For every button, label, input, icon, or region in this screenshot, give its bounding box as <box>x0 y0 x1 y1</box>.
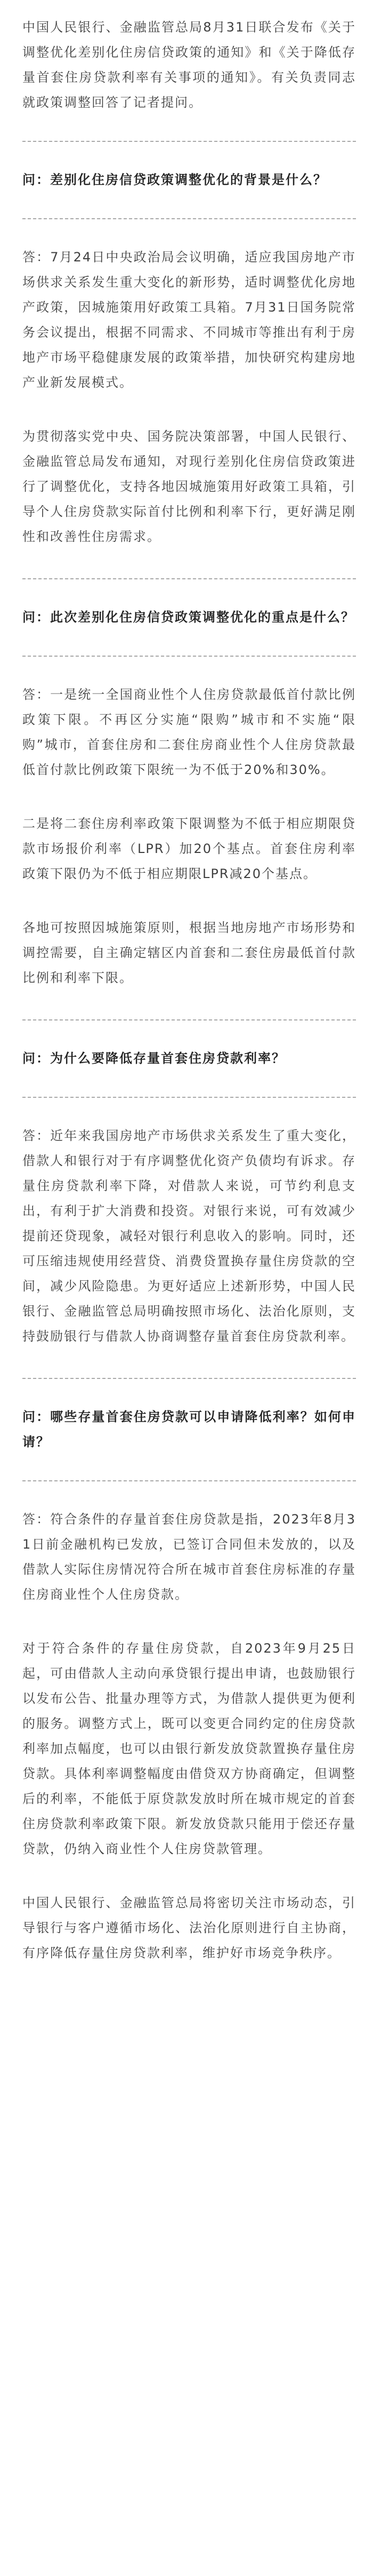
answer-paragraph: 为贯彻落实党中央、国务院决策部署，中国人民银行、金融监管总局发布通知，对现行差别化住房信贷政策进行了调整优化，支持各地因城施策用好政策工具箱，引导个人住房贷款实际首付比例和利率下行，更好满足刚性和改善性住房需求。 <box>22 429 356 544</box>
question-heading: 问：此次差别化住房信贷政策调整优化的重点是什么？ <box>22 610 355 625</box>
answer-paragraph: 各地可按照因城施策原则，根据当地房地产市场形势和调控需要，自主确定辖区内首套和二套住房最低首付款比例和利率下限。 <box>22 920 356 985</box>
section-divider <box>22 1097 356 1098</box>
question-heading: 问：为什么要降低存量首套住房贷款利率？ <box>22 1051 286 1066</box>
section-divider <box>22 578 356 579</box>
section-divider <box>22 1019 356 1020</box>
question-heading: 问：哪些存量首套住房贷款可以申请降低利率？如何申请？ <box>22 1409 356 1449</box>
question-heading: 问：差别化住房信贷政策调整优化的背景是什么？ <box>22 172 327 187</box>
answer-paragraph: 中国人民银行、金融监管总局将密切关注市场动态，引导银行与客户遵循市场化、法治化原则进行自主协商，有序降低存量住房贷款利率，维护好市场竞争秩序。 <box>22 1895 356 1960</box>
section-divider <box>22 141 356 142</box>
answer-paragraph: 答：符合条件的存量首套住房贷款是指，2023年8月31日前金融机构已发放，已签订合同但未发放的，以及借款人实际住房情况符合所在城市首套住房标准的存量住房商业性个人住房贷款。 <box>22 1512 356 1602</box>
section-divider <box>22 1378 356 1379</box>
answer-paragraph: 答：一是统一全国商业性个人住房贷款最低首付款比例政策下限。不再区分实施“限购”城市和不实施“限购”城市，首套住房和二套住房商业性个人住房贷款最低首付款比例政策下限统一为不低于20%和30%。 <box>22 687 356 777</box>
answer-paragraph: 对于符合条件的存量住房贷款，自2023年9月25日起，可由借款人主动向承贷银行提出申请，也鼓励银行以发布公告、批量办理等方式，为借款人提供更为便利的服务。调整方式上，既可以变更合同约定的住房贷款利率加点幅度，也可以由银行新发放贷款置换存量住房贷款。具体利率调整幅度由借贷双方协商确定，但调整后的利率，不能低于原贷款发放时所在城市规定的首套住房贷款利率政策下限。新发放贷款只能用于偿还存量贷款，仍纳入商业性个人住房贷款管理。 <box>22 1641 356 1856</box>
section-divider <box>22 218 356 219</box>
answer-paragraph: 答：近年来我国房地产市场供求关系发生了重大变化，借款人和银行对于有序调整优化资产负债均有诉求。存量住房贷款利率下降，对借款人来说，可节约利息支出，有利于扩大消费和投资。对银行来说，可有效减少提前还贷现象，减轻对银行利息收入的影响。同时，还可压缩违规使用经营贷、消费贷置换存量住房贷款的空间，减少风险隐患。为更好适应上述新形势，中国人民银行、金融监管总局明确按照市场化、法治化原则，支持鼓励银行与借款人协商调整存量首套住房贷款利率。 <box>22 1128 356 1344</box>
answer-paragraph: 二是将二套住房利率政策下限调整为不低于相应期限贷款市场报价利率（LPR）加20个基点。首套住房利率政策下限仍为不低于相应期限LPR减20个基点。 <box>22 816 356 881</box>
answer-paragraph: 答：7月24日中央政治局会议明确，适应我国房地产市场供求关系发生重大变化的新形势，适时调整优化房地产政策，因城施策用好政策工具箱。7月31日国务院常务会议提出，根据不同需求、不同城市等推出有利于房地产市场平稳健康发展的政策举措，加快研究构建房地产业新发展模式。 <box>22 250 356 390</box>
section-divider <box>22 656 356 657</box>
section-divider <box>22 1480 356 1481</box>
lead-paragraph: 中国人民银行、金融监管总局8月31日联合发布《关于调整优化差别化住房信贷政策的通知》和《关于降低存量首套住房贷款利率有关事项的通知》。有关负责同志就政策调整回答了记者提问。 <box>22 20 356 110</box>
